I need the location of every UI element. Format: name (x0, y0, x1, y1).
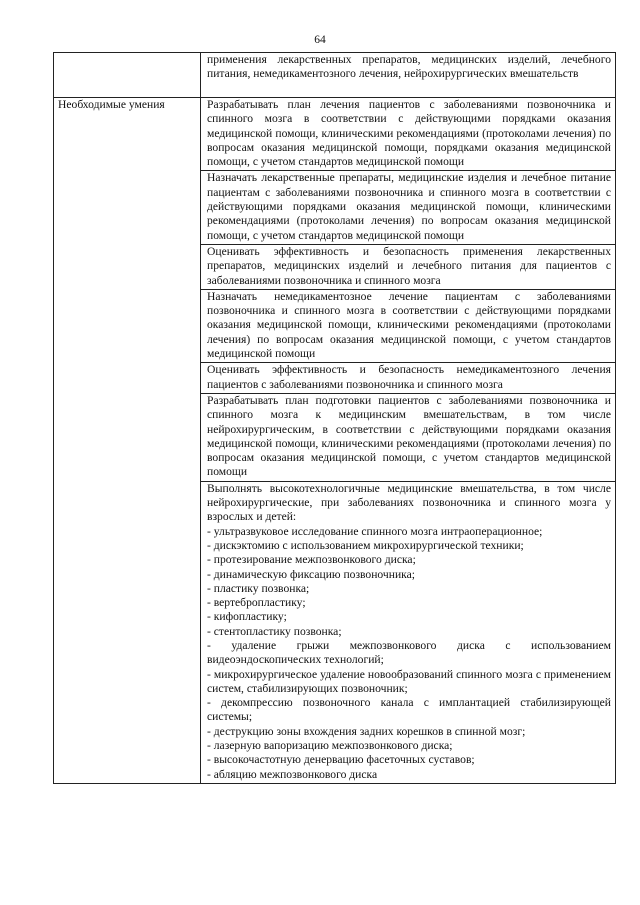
skill-text: Оценивать эффективность и безопасность немедикаментозного лечения пациентов с заболеваниями позвоночника и спинного мозга (207, 363, 611, 391)
list-item: - высокочастотную денервацию фасеточных суставов; (207, 753, 475, 767)
interventions-cell (201, 481, 616, 783)
skill-cell (201, 393, 616, 481)
list-item: - дискэктомию с использованием микрохирургической техники; (207, 538, 524, 552)
competency-table (53, 52, 616, 784)
skill-text: Оценивать эффективность и безопасность применения лекарственных препаратов, медицинских изделий и лечебного питания для пациентов с заболеваниями позвоночника и спинного мозга (207, 244, 611, 287)
page-number: 64 (314, 34, 326, 46)
list-item: - декомпрессию позвоночного канала с имплантацией стабилизирующей системы; (207, 696, 611, 724)
skill-cell (201, 171, 616, 244)
empty-label-cell (54, 53, 201, 98)
list-item: - динамическую фиксацию позвоночника; (207, 567, 415, 581)
skill-text: Разрабатывать план подготовки пациентов с заболеваниями позвоночника и спинного мозга к медицинским вмешательствам, в том числе нейрохирургическим, в соответствии с действующими порядками оказания медицинской помощи, клиническими рекомендациями (протоколами лечения) по вопросам оказания медицинской помощи, с учетом стандартов медицинской помощи (207, 393, 611, 479)
list-item: - лазерную вапоризацию межпозвонкового диска; (207, 739, 453, 753)
list-item: - микрохирургическое удаление новообразований спинного мозга с применением систем, стабилизирующих позвоночник; (207, 667, 611, 695)
skill-cell (201, 289, 616, 362)
list-item: - вертебропластику; (207, 596, 306, 610)
skill-text: Разрабатывать план лечения пациентов с заболеваниями позвоночника и спинного мозга в соответствии с действующими порядками оказания медицинской помощи, клиническими рекомендациями (протоколами лечения) по вопросам оказания медицинской помощи, порядками оказания медицинской помощи, с учетом стандартов медицинской помощи (207, 98, 611, 169)
section-label-cell (54, 98, 201, 784)
list-item: - удаление грыжи межпозвонкового диска с использованием видеоэндоскопических технологий; (207, 638, 611, 667)
interventions-intro: Выполнять высокотехнологичные медицинские вмешательства, в том числе нейрохирургические, при заболеваниях позвоночника и спинного мозга у взрослых и детей: (207, 481, 611, 524)
list-item: - ультразвуковое исследование спинного мозга интраоперационное; (207, 524, 543, 538)
skill-cell (201, 244, 616, 289)
table-row (54, 98, 616, 171)
list-item: - кифопластику; (207, 610, 287, 624)
list-item: - протезирование межпозвонкового диска; (207, 553, 416, 567)
section-label: Необходимые умения (58, 98, 165, 111)
list-item: - деструкцию зоны вхождения задних корешков в спинной мозг; (207, 724, 526, 738)
list-item: - стентопластику позвонка; (207, 624, 342, 638)
list-item: - пластику позвонка; (207, 581, 310, 595)
table-row (54, 53, 616, 98)
continuation-cell (201, 53, 616, 98)
skill-cell (201, 98, 616, 171)
skill-text: Назначать лекарственные препараты, медицинские изделия и лечебное питание пациентам с заболеваниями позвоночника и спинного мозга в соответствии с действующими порядками оказания медицинской помощи, клиническими рекомендациями (протоколами лечения) по вопросам оказания медицинской помощи, с учетом стандартов медицинской помощи (207, 171, 611, 242)
continuation-text: применения лекарственных препаратов, медицинских изделий, лечебного питания, немедикаментозного лечения, нейрохирургических вмешательств (207, 53, 611, 81)
list-item: - абляцию межпозвонкового диска (207, 767, 378, 781)
skill-text: Назначать немедикаментозное лечение пациентам с заболеваниями позвоночника и спинного мозга в соответствии с действующими порядками оказания медицинской помощи, клиническими рекомендациями (протоколами лечения) по вопросам оказания медицинской помощи, с учетом стандартов медицинской помощи (207, 289, 611, 361)
skill-cell (201, 363, 616, 394)
